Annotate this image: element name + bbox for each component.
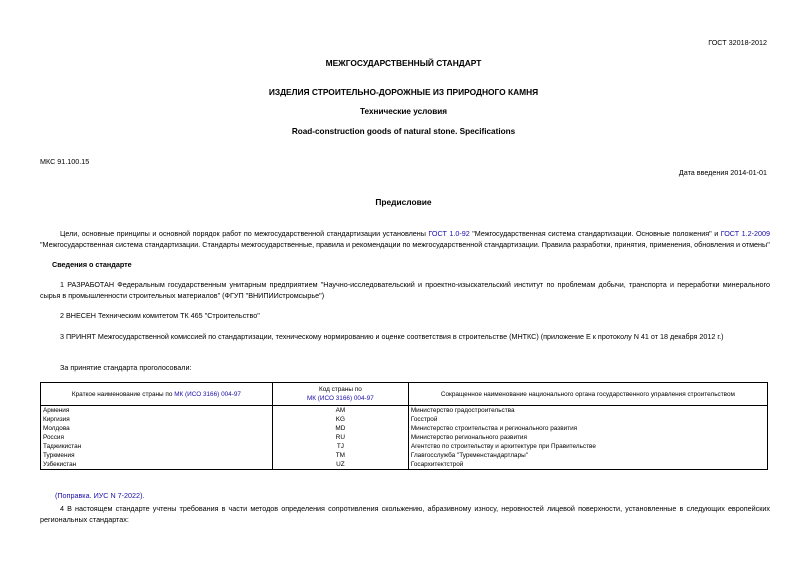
country-cell: Таджикистан [41,442,273,451]
header-country-text: Краткое наименование страны по [71,390,175,398]
country-cell: Узбекистан [41,460,273,470]
org-cell: Главгосслужба "Туркменстандартлары" [408,451,767,460]
mk-iso-code-link[interactable]: МК (ИСО 3166) 004-97 [306,395,374,402]
correction-prefix: (Поправка. [55,491,94,500]
table-row [41,451,768,460]
table-row [41,433,768,442]
org-cell: Министерство градостроительства [408,406,767,416]
paragraph-voted: За принятие стандарта проголосовали: [60,363,192,372]
preface-heading: Предисловие [375,197,432,207]
paragraph-european-standards: 4 В настоящем стандарте учтены требования в части методов определения сопротивления скольжению, абразивному износу, неровностей лицевой поверхности, установленные в следующих европейских региональных стандартах: [40,504,770,525]
code-cell: MD [272,424,408,433]
code-cell: RU [272,433,408,442]
paragraph-adopted: 3 ПРИНЯТ Межгосударственной комиссией по стандартизации, техническому нормированию и оценке соответствия в строительстве (МНТКС) (приложение Е к протоколу N 41 от 18 декабря 2012 г.) [60,332,724,341]
english-title: Road-construction goods of natural stone. Specifications [291,127,516,136]
code-cell: AM [272,406,408,416]
gost-1-2-link[interactable]: ГОСТ 1.2-2009 [720,229,770,238]
country-cell: Россия [41,433,273,442]
table-row [41,460,768,470]
header-country [41,383,273,406]
code-cell: KG [272,415,408,424]
country-cell: Армения [41,406,273,416]
code-cell: UZ [272,460,408,470]
org-cell: Министерство строительства и регионального развития [408,424,767,433]
gost-number: ГОСТ 32018-2012 [708,38,767,47]
product-title: ИЗДЕЛИЯ СТРОИТЕЛЬНО-ДОРОЖНЫЕ ИЗ ПРИРОДНОГО КАМНЯ [268,87,539,97]
gost-1-0-link[interactable]: ГОСТ 1.0-92 [428,229,470,238]
header-code [272,383,408,406]
org-cell: Госстрой [408,415,767,424]
table-row [41,406,768,416]
org-cell: Агентство по строительству и архитектуре при Правительстве [408,442,767,451]
preface-paragraph-1 [40,228,770,251]
header-code-text: Код страны по [318,386,362,393]
code-cell: TJ [272,442,408,451]
p1-text-mid: "Межгосударственная система стандартизации. Основные положения" и [469,229,721,238]
country-cell: Киргизия [41,415,273,424]
mk-iso-link[interactable]: МК (ИСО 3166) 004-97 [174,390,241,398]
voting-table [40,382,768,470]
org-cell: Госархитектстрой [408,460,767,470]
p1-text-end: "Межгосударственная система стандартизации. Стандарты межгосударственные, правила и рекомендации по межгосударственной стандартизации. Правила разработки, принятия, применения, обновления и отмены" [40,240,770,250]
header-organization: Сокращенное наименование национального органа государственного управления строительством [408,383,767,406]
intro-date: Дата введения 2014-01-01 [678,168,767,177]
table-row [41,415,768,424]
table-row [41,424,768,433]
correction-note [55,491,144,500]
ius-correction-link[interactable]: ИУС N 7-2022 [93,491,141,500]
table-row [41,442,768,451]
org-cell: Министерство регионального развития [408,433,767,442]
country-cell: Туркмения [41,451,273,460]
svedeniya-heading: Сведения о стандарте [52,260,132,269]
mks-code: МКС 91.100.15 [40,157,90,166]
p1-text-start: Цели, основные принципы и основной порядок работ по межгосударственной стандартизации установлены [60,229,429,238]
standard-type-title: МЕЖГОСУДАРСТВЕННЫЙ СТАНДАРТ [325,58,482,68]
paragraph-developed: 1 РАЗРАБОТАН Федеральным государственным унитарным предприятием "Научно-исследовательский и проектно-изыскательский институт по проблемам добычи, транспорта и переработки минерального сырья в промышленности строительных материалов" (ФГУП "ВНИПИИстромсырье") [40,280,770,301]
country-cell: Молдова [41,424,273,433]
table-header-row [41,383,768,406]
code-cell: TM [272,451,408,460]
correction-suffix: ). [140,491,145,500]
paragraph-introduced: 2 ВНЕСЕН Техническим комитетом ТК 465 "Строительство" [60,311,260,320]
subtitle: Технические условия [359,107,448,116]
